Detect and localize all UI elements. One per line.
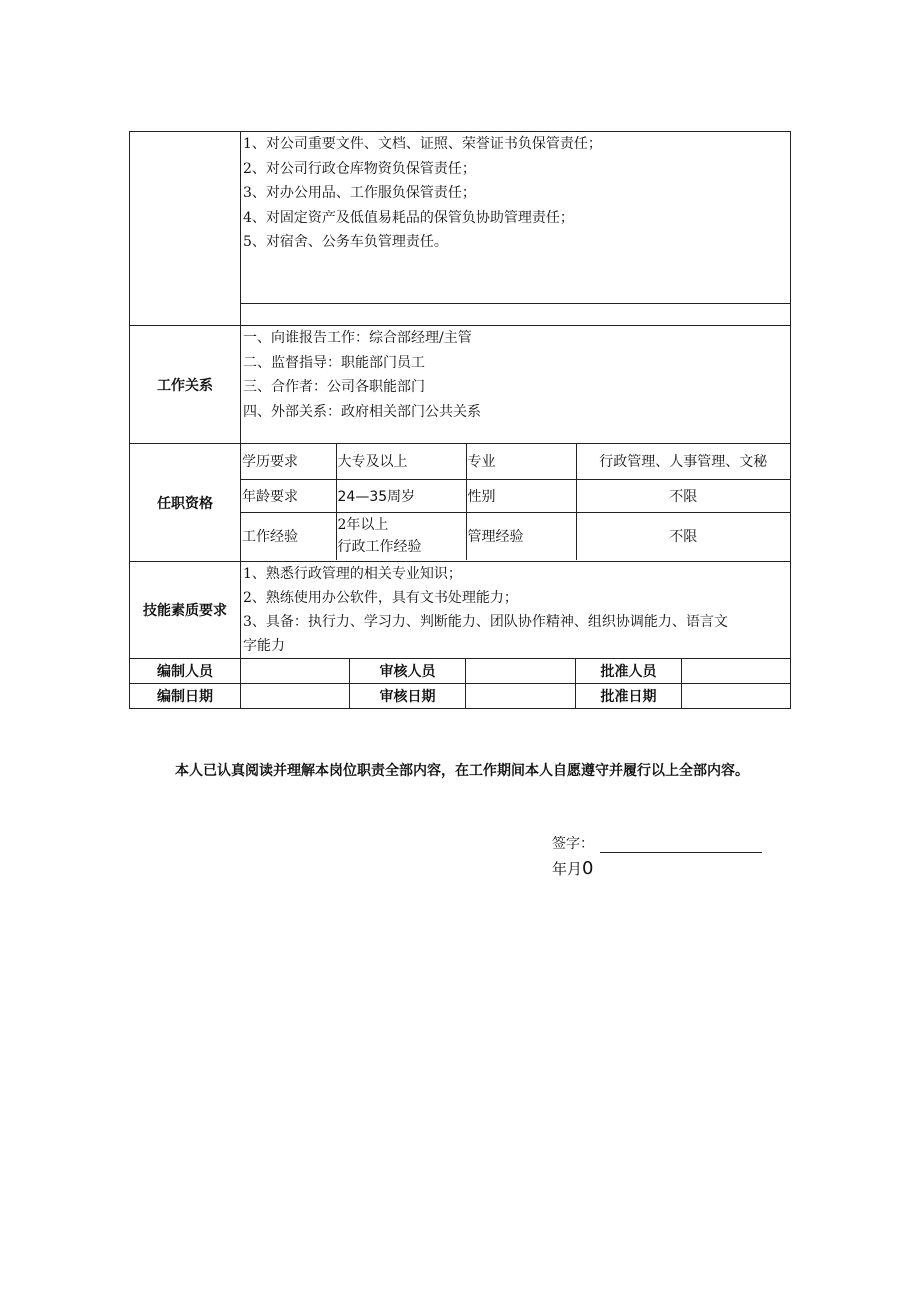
table-row: [241, 512, 790, 560]
qualifications-table: [241, 444, 790, 560]
age-label: 年龄要求: [241, 479, 336, 512]
major-value: 行政管理、人事管理、文秘: [576, 444, 790, 479]
work-relations-list: [241, 326, 791, 444]
table-row: [241, 479, 790, 512]
skills-label: 技能素质要求: [130, 562, 241, 659]
management-experience-label: 管理经验: [466, 512, 576, 560]
experience-label: 工作经验: [241, 512, 336, 560]
skills-list: [241, 562, 791, 659]
compile-date-label: 编制日期: [130, 684, 241, 709]
declaration-text: 本人已认真阅读并理解本岗位职责全部内容，在工作期间本人自愿遵守并履行以上全部内容。: [175, 763, 749, 779]
qualifications-label: 任职资格: [130, 444, 241, 562]
list-item: 5、对宿舍、公务车负管理责任。: [243, 234, 448, 250]
list-item: 三、合作者：公司各职能部门: [243, 379, 425, 395]
education-label: 学历要求: [241, 444, 336, 479]
responsibility-row: [130, 132, 791, 326]
list-item: 一、向谁报告工作：综合部经理/主管: [243, 330, 472, 346]
approve-date-value[interactable]: [682, 684, 791, 709]
job-description-table: [129, 131, 791, 709]
reviewer-label: 审核人员: [350, 659, 466, 684]
list-item: 二、监督指导：职能部门员工: [243, 354, 425, 371]
qualifications-row: [130, 444, 791, 562]
list-item: 4、对固定资产及低值易耗品的保管负协助管理责任；: [243, 209, 574, 226]
compiler-label: 编制人员: [130, 659, 241, 684]
list-item: 3、具备：执行力、学习力、判断能力、团队协作精神、组织协调能力、语言文: [243, 614, 728, 630]
major-label: 专业: [466, 444, 576, 479]
list-item: 字能力: [243, 638, 285, 654]
list-item: 2、熟练使用办公软件，具有文书处理能力；: [243, 590, 518, 606]
gender-label: 性别: [466, 479, 576, 512]
skills-row: [130, 562, 791, 659]
reviewer-value[interactable]: [466, 659, 576, 684]
responsibility-list: [241, 132, 791, 326]
list-item: 1、熟悉行政管理的相关专业知识；: [243, 566, 462, 582]
table-row: [241, 444, 790, 479]
age-value: 24—35周岁: [336, 479, 466, 512]
approver-value[interactable]: [682, 659, 791, 684]
management-experience-value: 不限: [576, 512, 790, 560]
signature-label: 签字：: [552, 836, 594, 852]
compiler-value[interactable]: [241, 659, 350, 684]
list-item: 3、对办公用品、工作服负保管责任；: [243, 185, 476, 201]
work-relations-label: 工作关系: [130, 326, 241, 444]
footer-row-dates: [130, 684, 791, 709]
list-item: 四、外部关系：政府相关部门公共关系: [243, 403, 481, 420]
list-item: 1、对公司重要文件、文档、证照、荣誉证书负保管责任；: [243, 136, 602, 152]
signature-line[interactable]: [600, 836, 762, 853]
experience-value: 2年以上 行政工作经验: [336, 512, 466, 560]
footer-row-people: [130, 659, 791, 684]
responsibility-label: [130, 132, 241, 326]
review-date-value[interactable]: [466, 684, 576, 709]
compile-date-value[interactable]: [241, 684, 350, 709]
list-item: 2、对公司行政仓库物资负保管责任；: [243, 160, 476, 177]
date-label: 年月: [552, 860, 583, 878]
education-value: 大专及以上: [336, 444, 466, 479]
date-area: [552, 858, 593, 879]
approver-label: 批准人员: [576, 659, 682, 684]
review-date-label: 审核日期: [350, 684, 466, 709]
date-mark: 0: [582, 858, 594, 879]
work-relations-row: [130, 326, 791, 444]
gender-value: 不限: [576, 479, 790, 512]
approve-date-label: 批准日期: [576, 684, 682, 709]
signature-area: [552, 833, 762, 853]
